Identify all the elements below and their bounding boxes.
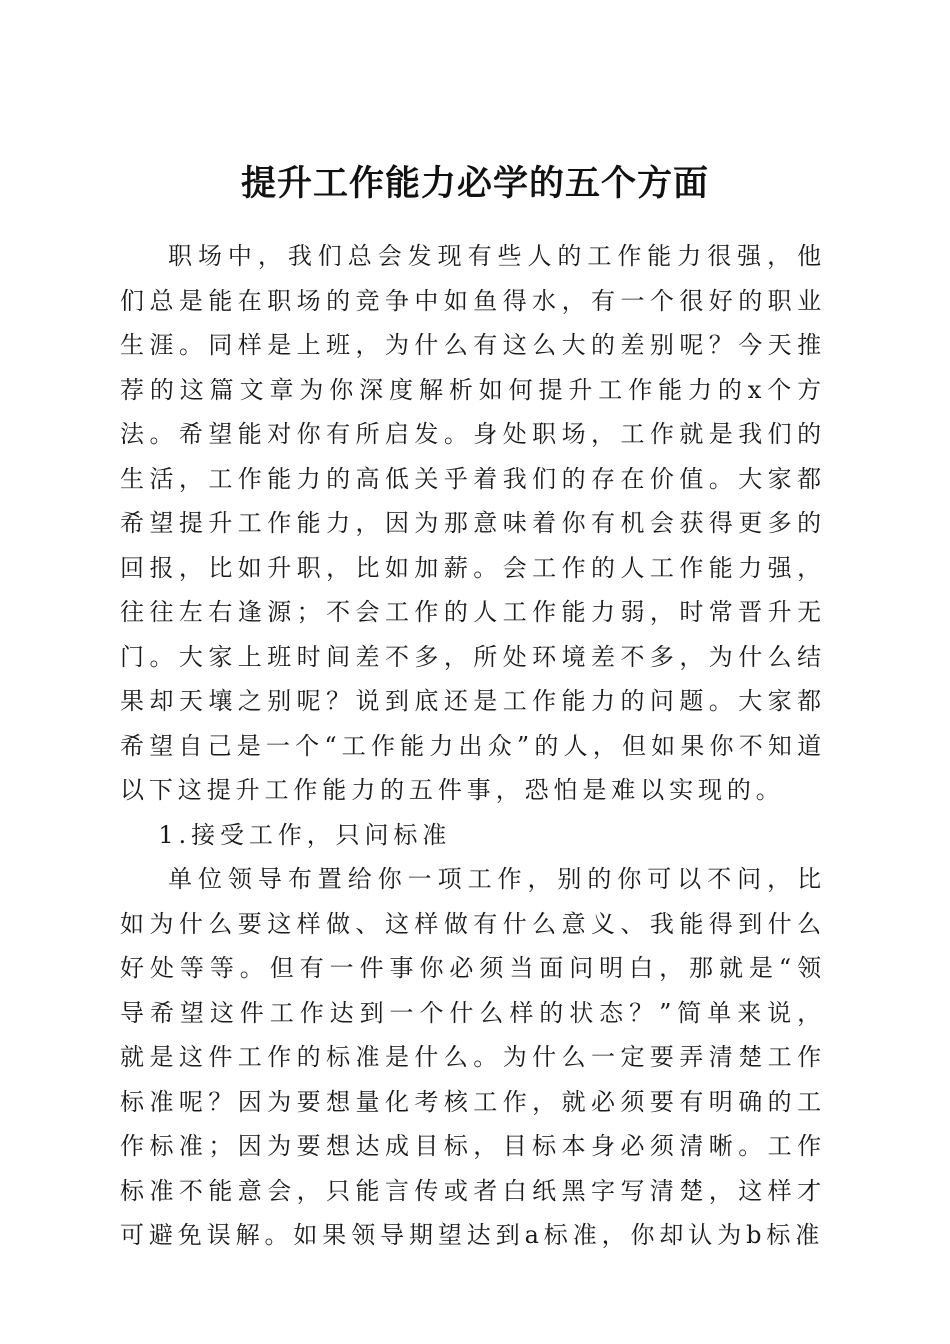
section-heading-1: 1.接受工作，只问标准 (158, 820, 452, 849)
section-1-paragraph: 单位领导布置给你一项工作，别的你可以不问，比如为什么要这样做、这样做有什么意义、我能得到什么好处等等。但有一件事你必须当面问明白，那就是“领导希望这件工作达到一个什么样的状态？”简单来说，就是这件工作的标准是什么。为什么一定要弄清楚工作标准呢？因为要想量化考核工作，就必须要有明确的工作标准；因为要想达成目标，目标本身必须清晰。工作标准不能意会，只能言传或者白纸黑字写清楚，这样才可避免误解。如果领导期望达到a标准，你却认为b标准 (120, 865, 826, 1249)
document-body (120, 234, 826, 1258)
document-title: 提升工作能力必学的五个方面 (240, 163, 709, 205)
intro-paragraph: 职场中，我们总会发现有些人的工作能力很强，他们总是能在职场的竞争中如鱼得水，有一个很好的职业生涯。同样是上班，为什么有这么大的差别呢？今天推荐的这篇文章为你深度解析如何提升工作能力的x个方法。希望能对你有所启发。身处职场，工作就是我们的生活，工作能力的高低关乎着我们的存在价值。大家都希望提升工作能力，因为那意味着你有机会获得更多的回报，比如升职，比如加薪。会工作的人工作能力强，往往左右逢源；不会工作的人工作能力弱，时常晋升无门。大家上班时间差不多，所处环境差不多，为什么结果却天壤之别呢？说到底还是工作能力的问题。大家都希望自己是一个“工作能力出众”的人，但如果你不知道以下这提升工作能力的五件事，恐怕是难以实现的。 (120, 242, 826, 804)
